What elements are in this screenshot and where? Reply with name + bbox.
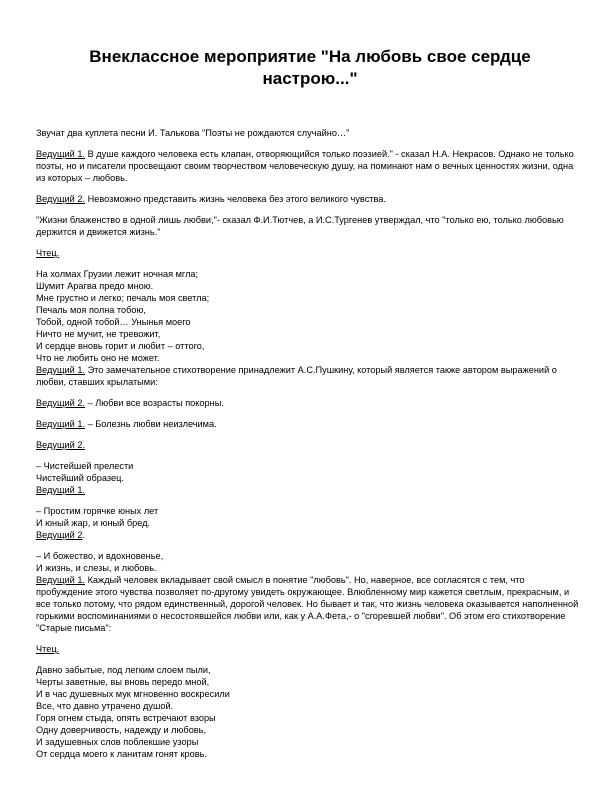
quote-line: И жизнь, и слезы, и любовь.: [36, 563, 157, 573]
poem-line: Что не любить оно не может.: [36, 353, 160, 363]
reader-label: Чтец.: [36, 248, 60, 258]
poem-line: Ничто не мучит, не тревожит,: [36, 329, 161, 339]
paragraph-block6: [36, 439, 580, 451]
page-title: Внеклассное мероприятие "На любовь свое сердце настрою...": [89, 47, 531, 88]
paragraph-text: В душе каждого человека есть клапан, отворяющийся только поэзией." - сказал Н.А. Некрасов. Однако не только поэты, но и писатели просвещают своим творчеством человеческую душу, на поминают нам о вечных ценностях жизни, одна из которых – любовь.: [36, 149, 574, 183]
paragraph-block2: [36, 193, 580, 205]
speaker-label: Ведущий 2.: [36, 194, 86, 204]
poem-line: Горя огнем стыда, опять встречают взоры: [36, 713, 216, 723]
speaker-label: Ведущий 1.: [36, 365, 86, 375]
speaker-label: Ведущий 1.: [36, 485, 86, 495]
paragraph-block4: [36, 397, 580, 409]
paragraph-text: – Болезнь любви неизлечима.: [85, 419, 217, 429]
poem-line: И задушевных слов поблекшие узоры: [36, 737, 199, 747]
quote-lines-7: [36, 505, 580, 529]
paragraph-text: Это замечательное стихотворение принадлежит А.С.Пушкину, который является также автором выражений о любви, ставших крылатыми:: [36, 365, 557, 387]
quote-line: И юный жар, и юный бред.: [36, 518, 151, 528]
paragraph-text: Каждый человек вкладывает свой смысл в понятие "любовь". Но, наверное, все согласятся с тем, что пробуждение этого чувства позволяет по-другому увидеть окружающее. Влюбленному мир кажется светлым, прекрасным, и все только потому, что рядом единственный, дорогой человек. Но бывает и так, что жизнь человека оказывается наполненной горькими воспоминаниями о несостоявшейся любви или, как у А.А.Фета,- о "сгоревшей любви". Об этом его стихотворение "Старые письма":: [36, 575, 579, 633]
paragraph-block5: [36, 418, 580, 430]
speaker-label: Ведущий 1.: [36, 575, 86, 585]
speaker-label: Ведущий 1.: [36, 419, 86, 429]
poem-line: Давно забытые, под легким слоем пыли,: [36, 665, 211, 675]
quote-line: – Чистейшей прелести: [36, 461, 134, 471]
quote-lines-6: [36, 460, 580, 484]
speaker-label: Ведущий 2: [36, 530, 83, 540]
paragraph-block8: Ведущий 2.: [36, 530, 86, 540]
document-body: [36, 127, 580, 760]
poem-line: На холмах Грузии лежит ночная мгла;: [36, 269, 199, 279]
quote-paragraph: "Жизни блаженство в одной лишь любви,"- сказал Ф.И.Тютчев, а И.С.Тургенев утверждал, что "только ею, только любовью держится и движется жизнь.": [36, 215, 564, 237]
quote-line: – Простим горячке юных лет: [36, 506, 159, 516]
poem-line: Шумит Арагва предо мною.: [36, 281, 154, 291]
intro-paragraph: Звучат два куплета песни И. Талькова "Поэты не рождаются случайно…": [36, 128, 350, 138]
poem-line: Все, что давно утрачено душой.: [36, 701, 174, 711]
poem-line: Тобой, одной тобой… Унынья моего: [36, 317, 191, 327]
paragraph-text: – Любви все возрасты покорны.: [85, 398, 224, 408]
poem-line: И сердце вновь горит и любит – оттого,: [36, 341, 205, 351]
poem-2: [36, 664, 580, 760]
poem-line: Печаль моя полна тобою,: [36, 305, 146, 315]
poem-line: Черты заветные, вы вновь передо мной,: [36, 677, 210, 687]
poem-1: [36, 268, 580, 364]
speaker-label: Ведущий 2.: [36, 440, 86, 450]
paragraph-block1: [36, 148, 580, 184]
paragraph-block3: [36, 364, 580, 388]
poem-line: От сердца моего к ланитам гонят кровь.: [36, 749, 207, 759]
paragraph-block7: [36, 484, 580, 496]
speaker-label: Ведущий 2.: [36, 398, 86, 408]
speaker-label: Ведущий 1.: [36, 149, 86, 159]
quote-line: Чистейший образец.: [36, 473, 124, 483]
paragraph-block9: [36, 574, 580, 634]
quote-line: – И божество, и вдохновенье,: [36, 551, 164, 561]
reader-label: Чтец.: [36, 644, 60, 654]
poem-line: И в час душевных мук мгновенно воскресили: [36, 689, 230, 699]
paragraph-text: Невозможно представить жизнь человека без этого великого чувства.: [85, 194, 386, 204]
quote-lines-8: [36, 550, 580, 574]
poem-line: Одну доверчивость, надежду и любовь,: [36, 725, 207, 735]
poem-line: Мне грустно и легко; печаль моя светла;: [36, 293, 210, 303]
